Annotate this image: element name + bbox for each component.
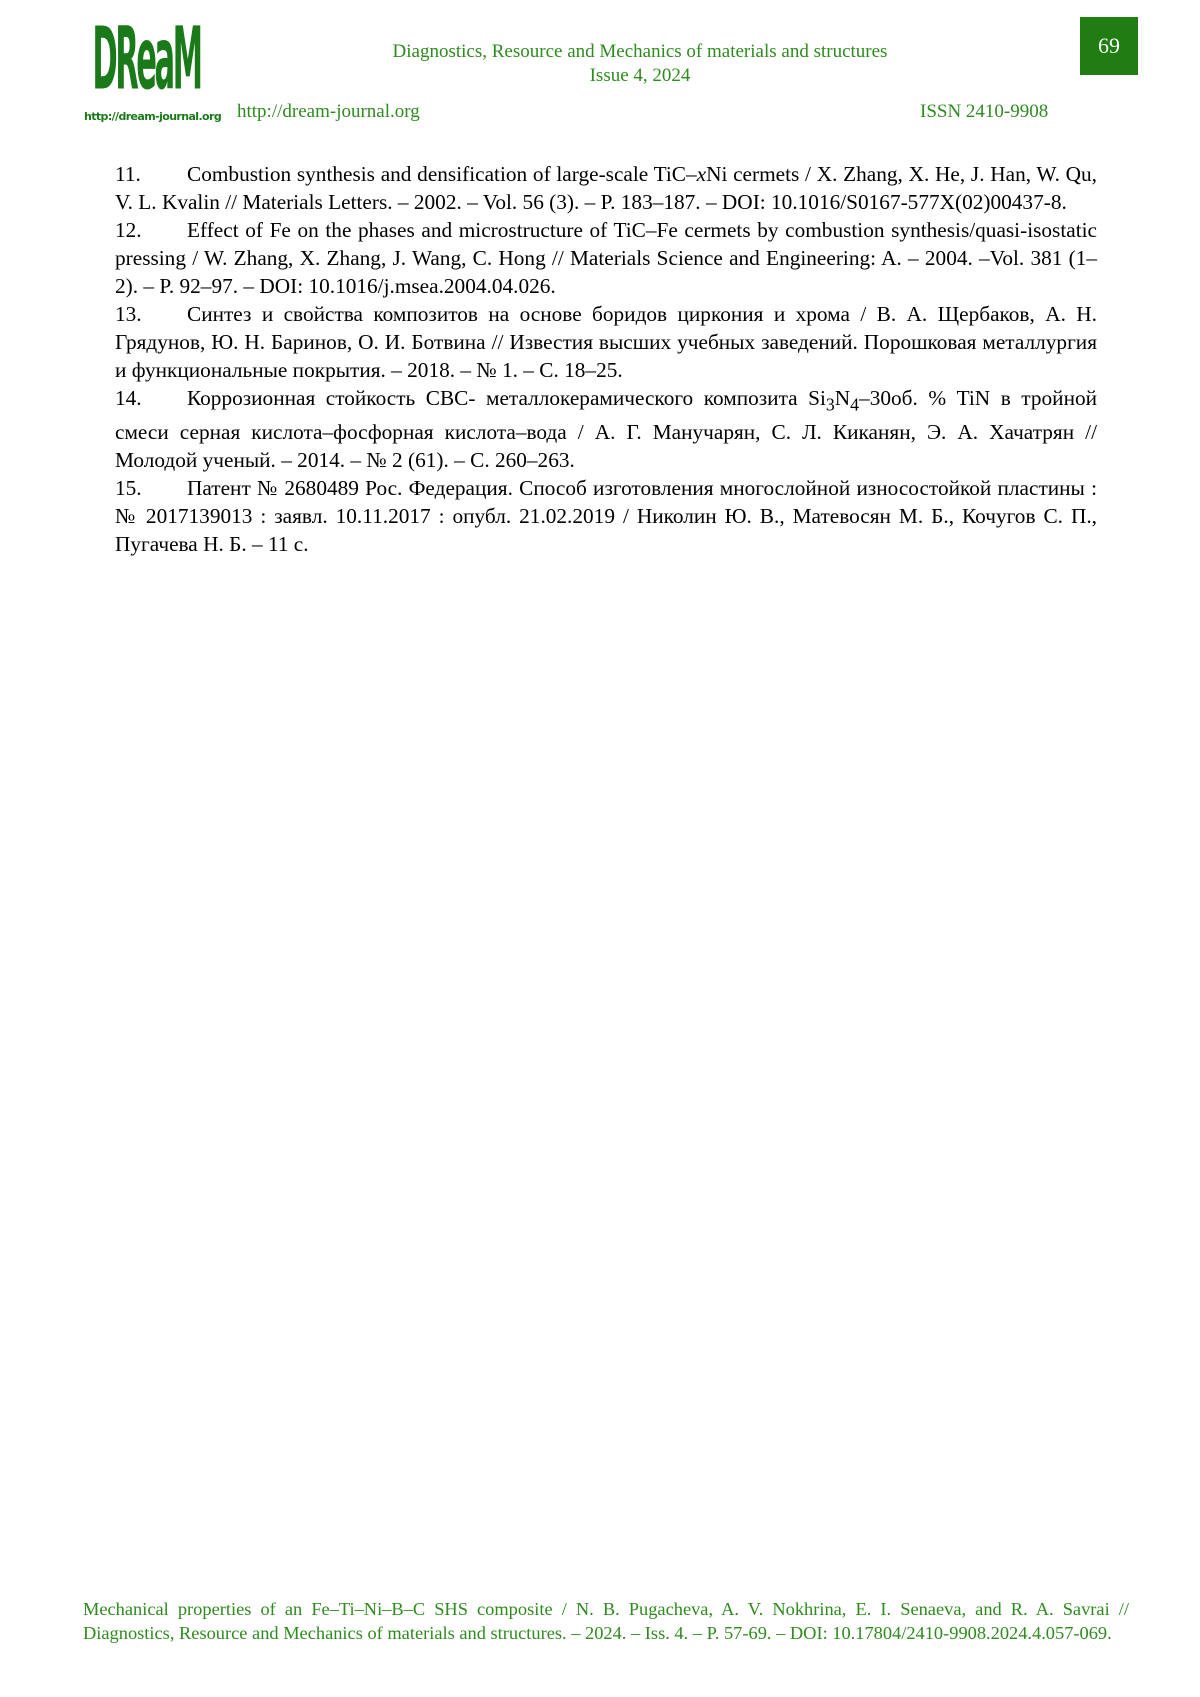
reference-number: 12. (115, 218, 142, 242)
reference-list (115, 160, 1097, 558)
journal-issue: Issue 4, 2024 (589, 65, 691, 86)
reference-item (115, 474, 1097, 558)
reference-item (115, 300, 1097, 384)
subscript: 3 (825, 394, 835, 415)
reference-text: Ni cermets / X. Zhang, X. He, J. Han, W. Qu, V. L. Kvalin // Materials Letters. – 2002. – Vol. 56 (3). – P. 183–187. – DOI: 10.1016/S0167-577X(02)00437-8. (115, 162, 1097, 214)
reference-text: –30об. % TiN в тройной смеси серная кислота–фосфорная кислота–вода / А. Г. Манучарян, С. Л. Киканян, Э. А. Хачатрян // Молодой ученый. – 2014. – № 2 (61). – С. 260–263. (115, 386, 1098, 473)
reference-item (115, 160, 1097, 216)
reference-number: 14. (115, 386, 142, 410)
logo-wordmark: DReaM (92, 11, 201, 111)
reference-text: Combustion synthesis and densification of large-scale TiC– (187, 162, 697, 186)
journal-issn: ISSN 2410-9908 (920, 101, 1049, 122)
reference-text: Коррозионная стойкость СВС- металлокерамического композита Si (187, 386, 826, 410)
reference-text: Синтез и свойства композитов на основе боридов циркония и хрома / В. А. Щербаков, А. Н. Грядунов, Ю. Н. Баринов, О. И. Ботвина // Известия высших учебных заведений. Порошковая металлургия и функциональные покрытия. – 2018. – № 1. – С. 18–25. (115, 302, 1097, 382)
reference-number: 15. (115, 476, 142, 501)
journal-name: Diagnostics, Resource and Mechanics of materials and structures (392, 41, 888, 62)
reference-text: N (834, 386, 851, 410)
reference-text: Патент № 2680489 Рос. Федерация. Способ изготовления многослойной износостойкой пластины : № 2017139013 : заявл. 10.11.2017 : опубл. 21.02.2019 / Николин Ю. В., Матевосян М. Б., Кочугов С. П., Пугачева Н. Б. – 11 с. (115, 476, 1097, 557)
reference-text: Effect of Fe on the phases and microstructure of TiC–Fe cermets by combustion synthesis/quasi-isostatic pressing / W. Zhang, X. Zhang, J. Wang, C. Hong // Materials Science and Engineering: A. – 2004. –Vol. 381 (1–2). – P. 92–97. – DOI: 10.1016/j.msea.2004.04.026. (115, 218, 1097, 298)
reference-item (115, 384, 1097, 474)
journal-logo (84, 11, 222, 132)
journal-title (330, 40, 950, 88)
reference-item (115, 216, 1097, 300)
page-number: 69 (1080, 17, 1138, 75)
subscript: 4 (850, 394, 860, 415)
reference-text-italic: x (696, 162, 707, 186)
reference-number: 11. (115, 162, 141, 186)
footer-citation: Mechanical properties of an Fe–Ti–Ni–B–C SHS composite / N. B. Pugacheva, A. V. Nokhrina, E. I. Senaeva, and R. A. Savrai // Diagnostics, Resource and Mechanics of materials and structures. – 2024. – Iss. 4. – P. 57-69. – DOI: 10.17804/2410-9908.2024.4.057-069. (83, 1599, 1129, 1643)
logo-url: http://dream-journal.org (84, 110, 222, 123)
journal-website: http://dream-journal.org (237, 101, 420, 122)
reference-number: 13. (115, 302, 142, 326)
